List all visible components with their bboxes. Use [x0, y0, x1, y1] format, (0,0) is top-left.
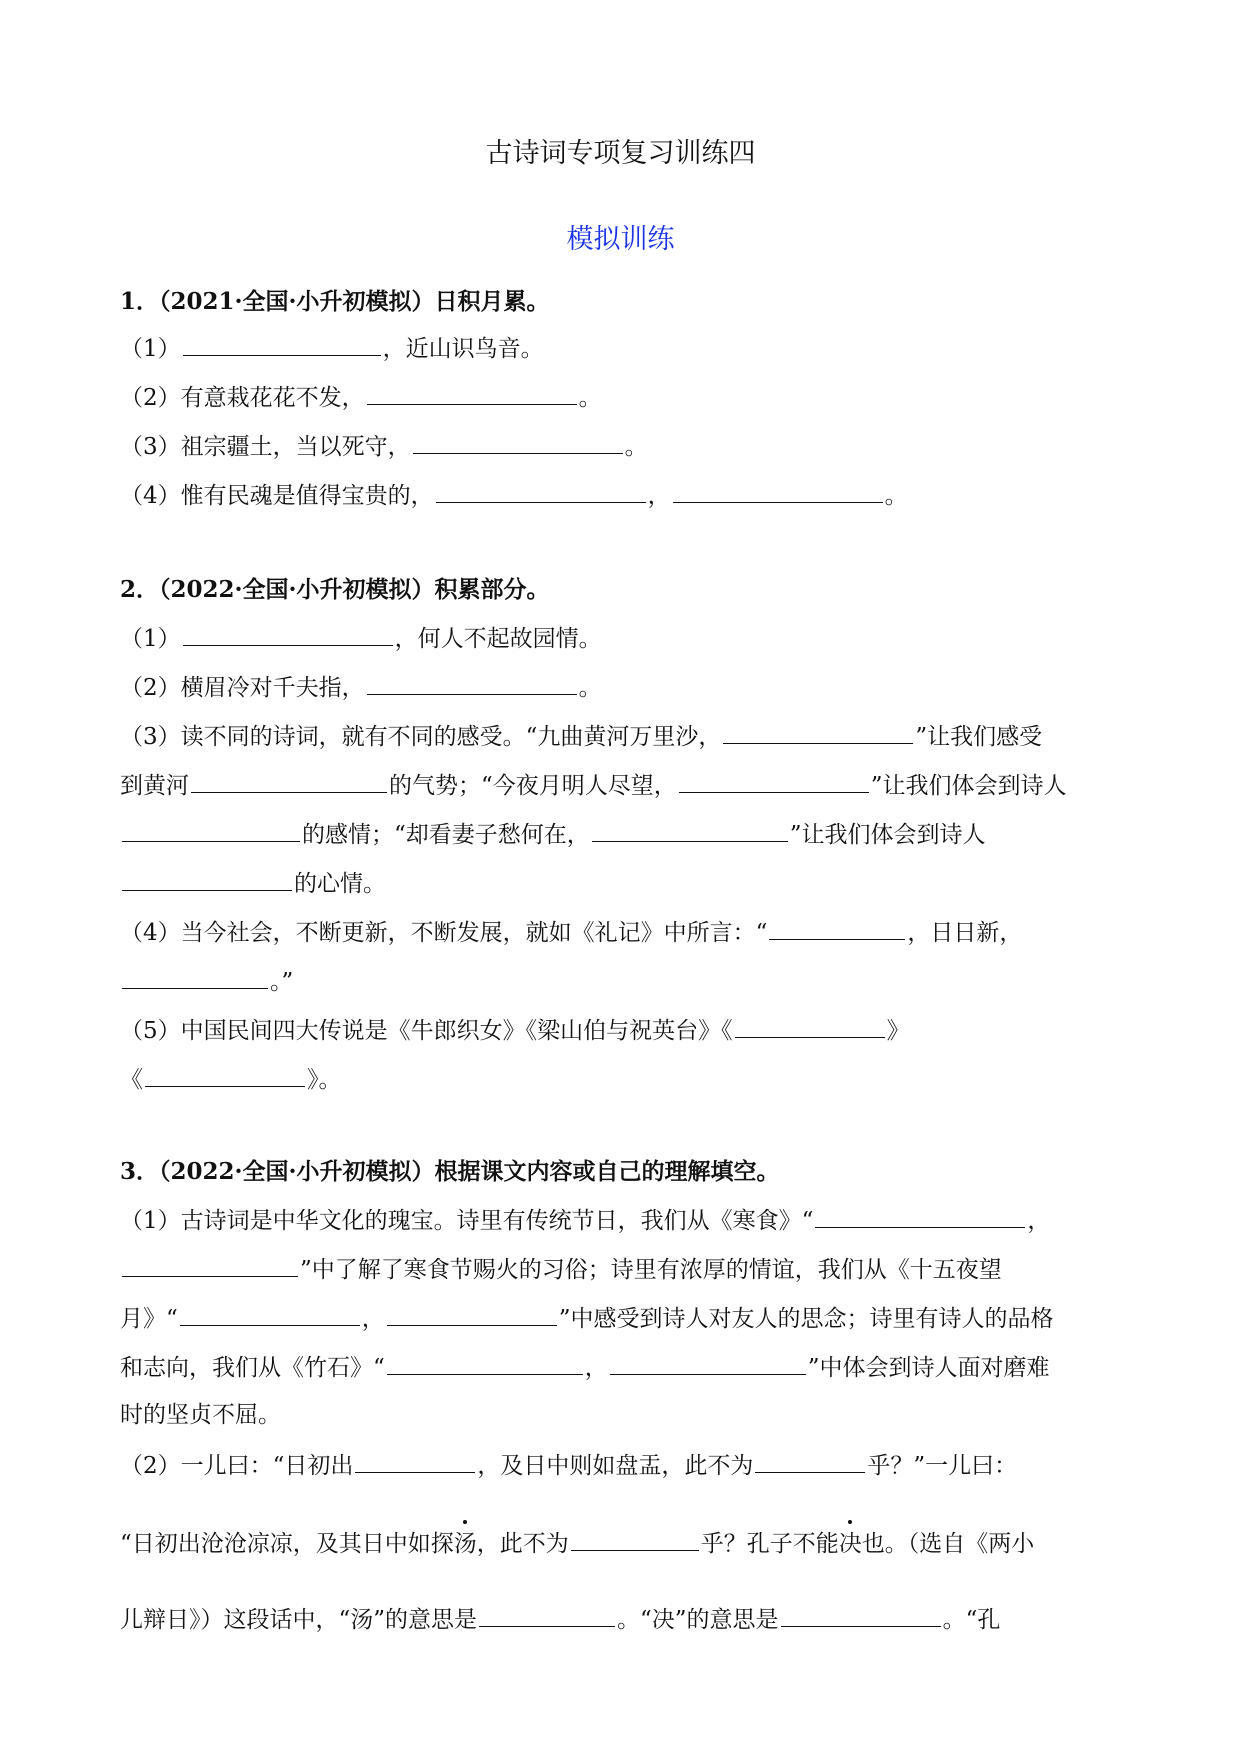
q2-text: ”让我们体会到诗人 — [870, 773, 1067, 799]
q2-text: （5）中国民间四大传说是《牛郎织女》《梁山伯与祝英台》《 — [120, 1018, 733, 1044]
answer-blank[interactable] — [367, 670, 577, 695]
q3-text: ，此不为 — [476, 1531, 569, 1557]
q1-text: 。 — [578, 385, 602, 411]
q1-line-1 — [120, 331, 544, 365]
q3-text: ”中体会到诗人面对磨难 — [807, 1355, 1050, 1381]
q3-text: 也。（选自《两小 — [861, 1531, 1035, 1557]
answer-blank[interactable] — [145, 1062, 305, 1087]
q3-text: 乎？”一儿曰： — [867, 1453, 1018, 1479]
q3-line-3 — [120, 1301, 1054, 1335]
answer-blank[interactable] — [815, 1203, 1025, 1228]
q3-line-2 — [120, 1252, 1002, 1286]
q1-text: （1） — [120, 336, 181, 362]
q2-line-1 — [120, 621, 602, 655]
answer-blank[interactable] — [436, 478, 646, 503]
answer-blank[interactable] — [387, 1350, 583, 1375]
q3-line-7 — [120, 1526, 1034, 1560]
answer-blank[interactable] — [673, 478, 883, 503]
question-2-heading: 2．（2022·全国·小升初模拟）积累部分。 — [120, 576, 550, 603]
answer-blank[interactable] — [183, 621, 393, 646]
q3-text: ”中感受到诗人对友人的思念；诗里有诗人的品格 — [558, 1306, 1054, 1332]
q3-text: （2）一儿曰：“日初出 — [120, 1453, 354, 1479]
question-1-heading: 1．（2021·全国·小升初模拟）日积月累。 — [120, 288, 550, 315]
q2-text: （2）横眉冷对千夫指， — [120, 675, 365, 701]
q3-text: ”中了解了寒食节赐火的习俗；诗里有浓厚的情谊，我们从《十五夜望 — [300, 1257, 1002, 1283]
q3-line-4 — [120, 1350, 1050, 1384]
q2-line-4 — [120, 768, 1067, 802]
q2-text: ”让我们感受 — [915, 724, 1043, 750]
q1-text: （2）有意栽花花不发， — [120, 385, 365, 411]
q2-text: 》 — [886, 1018, 910, 1044]
answer-blank[interactable] — [355, 1448, 475, 1473]
q1-text: （4）惟有民魂是值得宝贵的， — [120, 483, 434, 509]
answer-blank[interactable] — [413, 429, 623, 454]
q3-line-1 — [120, 1203, 1050, 1237]
q2-line-9 — [120, 1013, 910, 1047]
q2-line-5 — [120, 817, 986, 851]
q1-line-3 — [120, 429, 648, 463]
answer-blank[interactable] — [191, 768, 387, 793]
q2-text: （4）当今社会，不断更新，不断发展，就如《礼记》中所言：“ — [120, 920, 768, 946]
answer-blank[interactable] — [735, 1013, 885, 1038]
q3-text: 。“孔 — [942, 1607, 1001, 1633]
q1-text: 。 — [624, 434, 648, 460]
q1-line-2 — [120, 380, 602, 414]
q1-text: 。 — [884, 483, 908, 509]
q3-text: （1）古诗词是中华文化的瑰宝。诗里有传统节日，我们从《寒食》“ — [120, 1208, 814, 1234]
answer-blank[interactable] — [122, 1252, 298, 1277]
answer-blank[interactable] — [769, 915, 905, 940]
question-3-heading: 3．（2022·全国·小升初模拟）根据课文内容或自己的理解填空。 — [120, 1158, 780, 1185]
q1-text: （3）祖宗疆土，当以死守， — [120, 434, 411, 460]
answer-blank[interactable] — [180, 1301, 360, 1326]
q3-text: 时的坚贞不屈。 — [120, 1402, 281, 1428]
q1-text: ，近山识鸟音。 — [382, 336, 544, 362]
answer-blank[interactable] — [367, 380, 577, 405]
q3-text: ， — [584, 1355, 608, 1381]
q2-text: ”让我们体会到诗人 — [789, 822, 986, 848]
answer-blank[interactable] — [479, 1602, 615, 1627]
q3-text: 儿辩日》）这段话中，“汤”的意思是 — [120, 1607, 478, 1633]
section-subtitle: 模拟训练 — [566, 224, 675, 255]
q3-line-6 — [120, 1448, 1017, 1482]
answer-blank[interactable] — [571, 1526, 699, 1551]
answer-blank[interactable] — [122, 817, 300, 842]
answer-blank[interactable] — [592, 817, 788, 842]
q3-text: ， — [1027, 1208, 1051, 1234]
page-title: 古诗词专项复习训练四 — [485, 138, 756, 169]
answer-blank[interactable] — [755, 1448, 865, 1473]
q2-line-7 — [120, 915, 1022, 949]
answer-blank[interactable] — [679, 768, 869, 793]
q3-text: 。“决”的意思是 — [617, 1607, 779, 1633]
answer-blank[interactable] — [781, 1602, 941, 1627]
q3-text: 乎？孔子不能 — [700, 1531, 839, 1557]
answer-blank[interactable] — [387, 1301, 557, 1326]
q2-text: ，日日新， — [907, 920, 1023, 946]
q2-text: 》。 — [307, 1067, 342, 1093]
q2-text: 。” — [270, 969, 294, 995]
q2-text: （3）读不同的诗词，就有不同的感受。“九曲黄河万里沙， — [120, 724, 722, 750]
q2-text: 的气势；“今夜月明人尽望， — [389, 773, 677, 799]
q2-line-2 — [120, 670, 602, 704]
q2-text: 的心情。 — [294, 871, 386, 897]
emphasis-char-jue: 决 — [839, 1528, 862, 1560]
q3-text: ， — [361, 1306, 385, 1332]
answer-blank[interactable] — [610, 1350, 806, 1375]
q3-text: ，及日中则如盘盂，此不为 — [477, 1453, 754, 1479]
q3-line-8 — [120, 1602, 1000, 1636]
q2-line-3 — [120, 719, 1042, 753]
q2-text: （1） — [120, 626, 181, 652]
q2-text: 。 — [578, 675, 602, 701]
answer-blank[interactable] — [122, 964, 268, 989]
q2-line-8 — [120, 964, 293, 998]
q1-text: ， — [647, 483, 671, 509]
q2-text: 《 — [120, 1067, 143, 1093]
answer-blank[interactable] — [122, 866, 292, 891]
q2-text: ，何人不起故园情。 — [394, 626, 602, 652]
emphasis-char-tang: 汤 — [454, 1528, 477, 1560]
q2-text: 的感情；“却看妻子愁何在， — [302, 822, 590, 848]
q3-text: 和志向，我们从《竹石》“ — [120, 1355, 385, 1381]
q2-line-6 — [120, 866, 386, 900]
q2-text: 到黄河 — [120, 773, 189, 799]
answer-blank[interactable] — [723, 719, 913, 744]
q3-text: 月》“ — [120, 1306, 178, 1332]
q3-line-5 — [120, 1399, 281, 1431]
q2-line-10 — [120, 1062, 342, 1096]
q3-text: “日初出沧沧凉凉，及其日中如探 — [120, 1531, 454, 1557]
answer-blank[interactable] — [183, 331, 381, 356]
q1-line-4 — [120, 478, 908, 512]
